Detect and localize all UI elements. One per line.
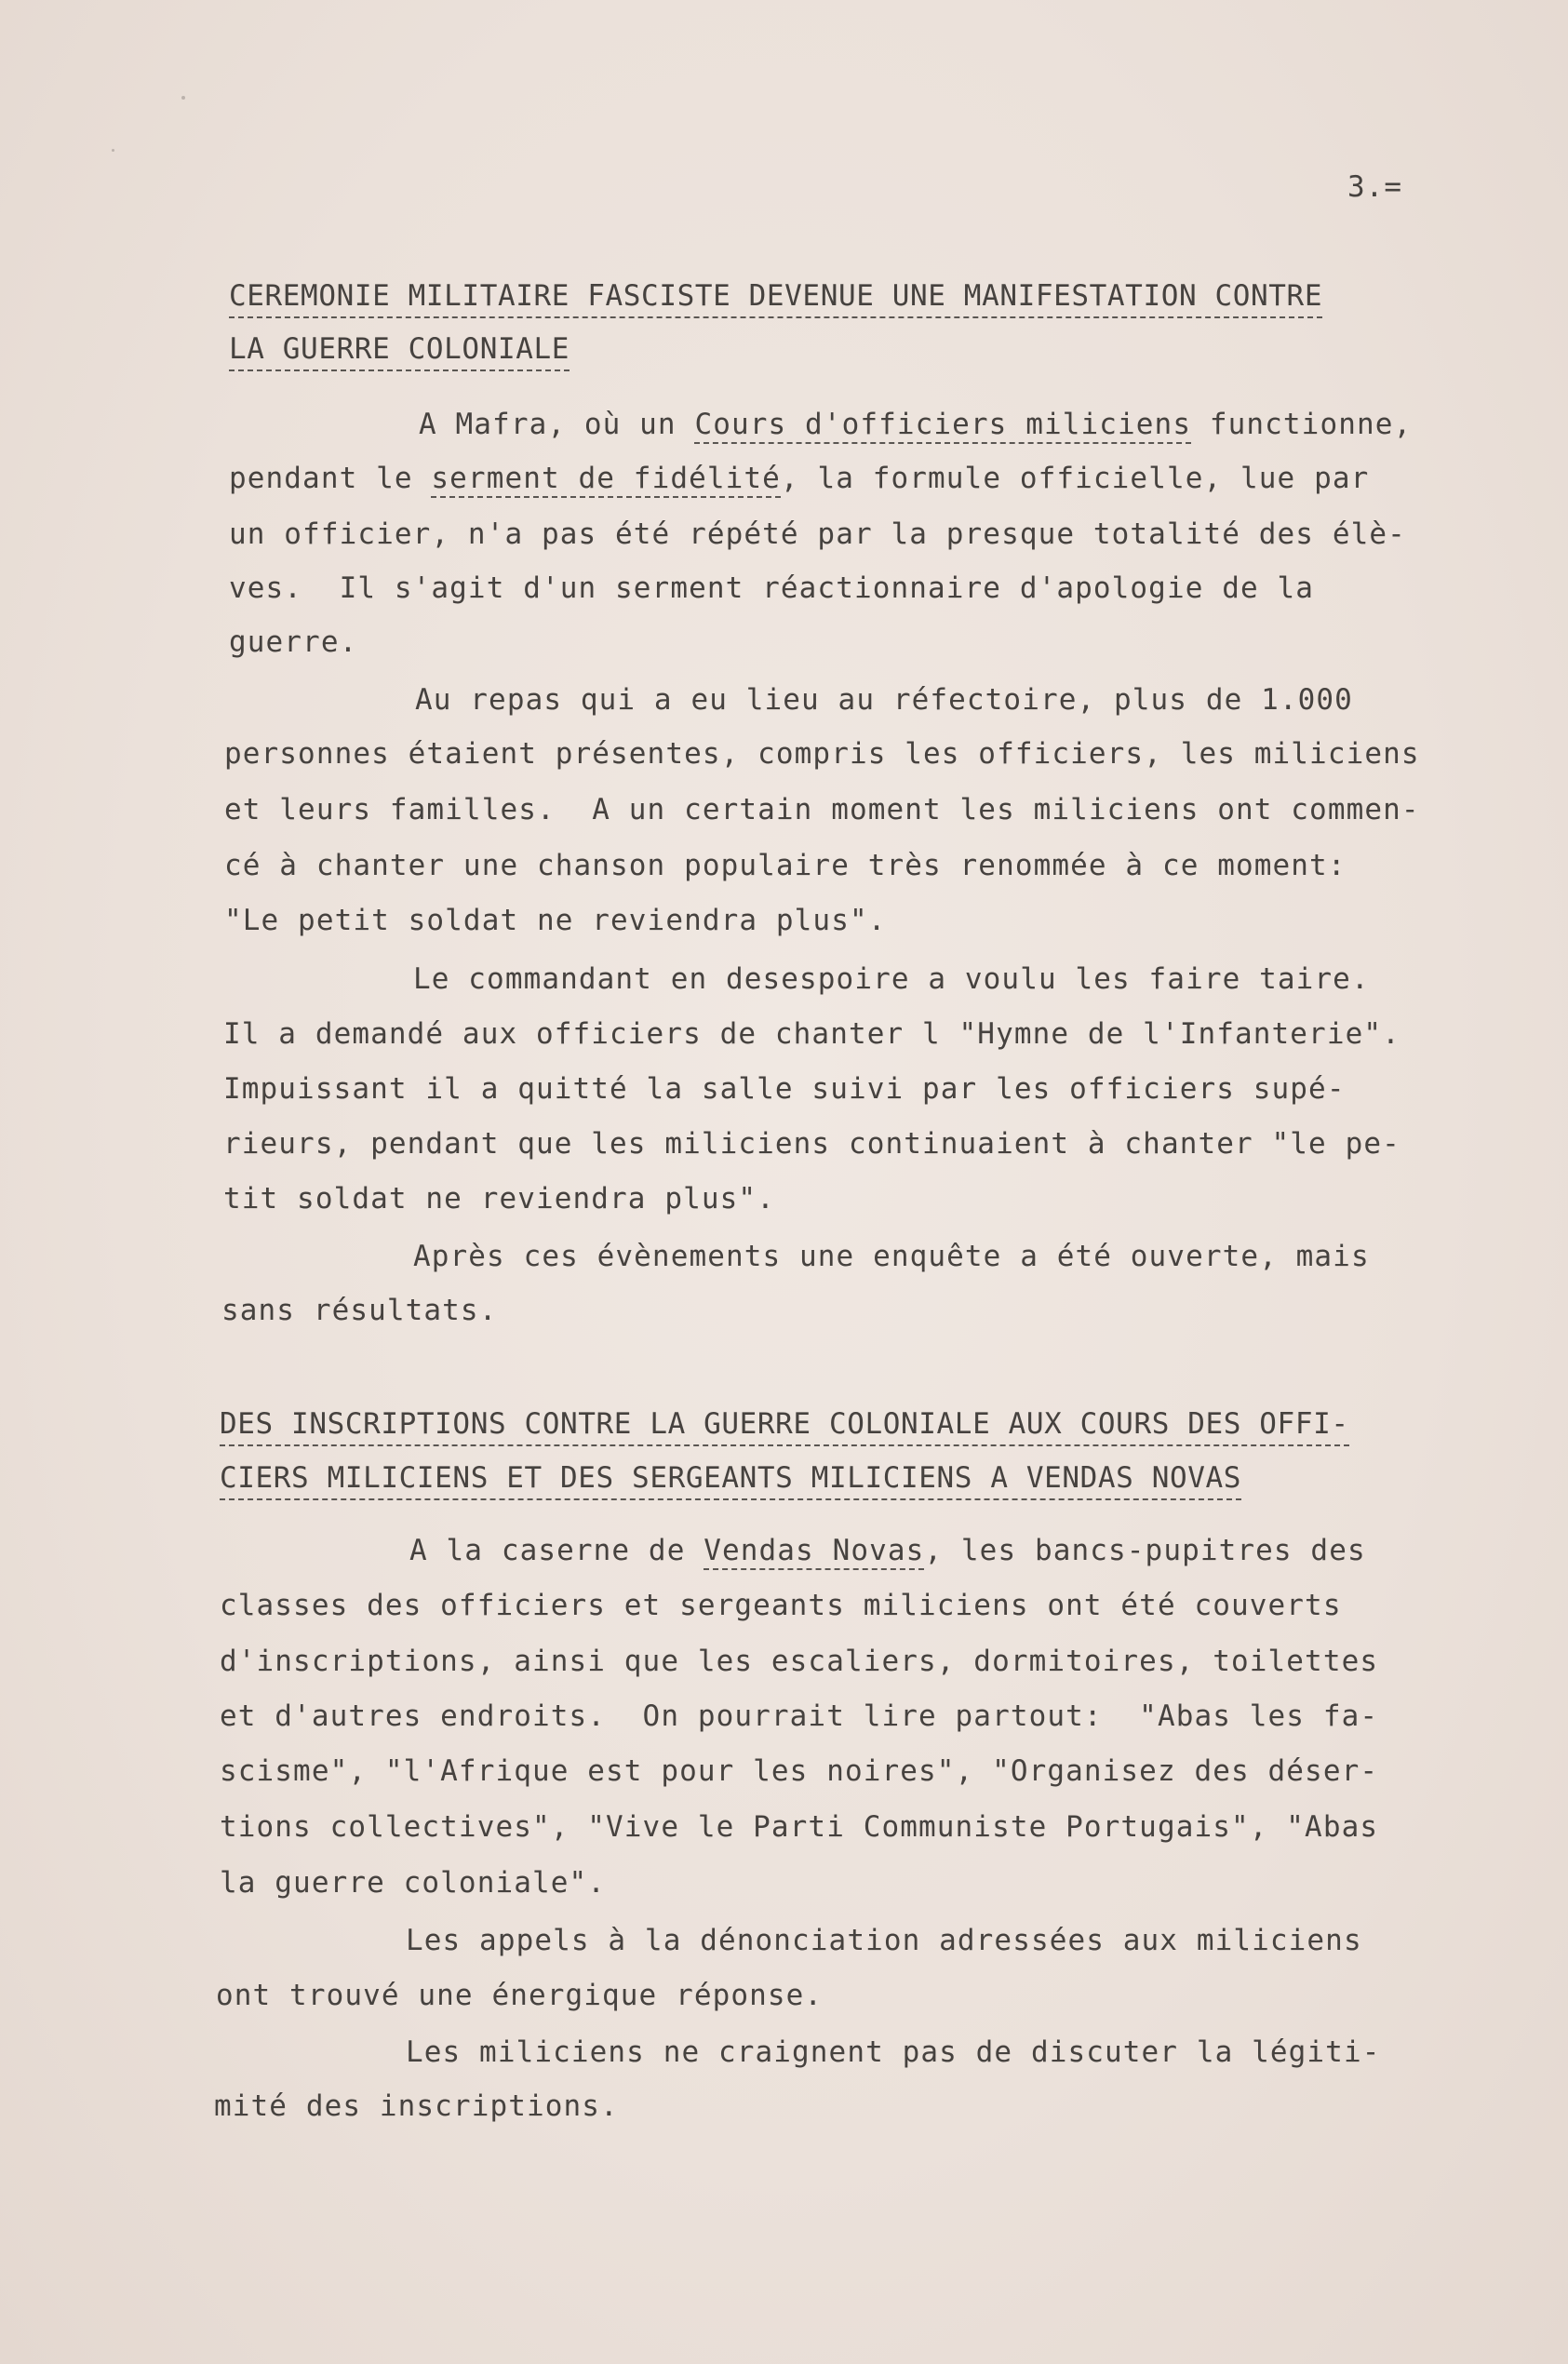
paragraph-line: scisme", "l'Afrique est pour les noires", "Organisez des déser- xyxy=(220,1754,1379,1788)
paragraph-line: sans résultats. xyxy=(221,1294,498,1327)
paragraph-line: personnes étaient présentes, compris les officiers, les miliciens xyxy=(224,737,1420,771)
paragraph-line: la guerre coloniale". xyxy=(220,1866,607,1900)
text-run: functionne, xyxy=(1191,408,1413,441)
section-heading-line-1: CEREMONIE MILITAIRE FASCISTE DEVENUE UNE MANIFESTATION CONTRE xyxy=(229,277,1322,318)
section-heading-line-1: DES INSCRIPTIONS CONTRE LA GUERRE COLONIALE AUX COURS DES OFFI- xyxy=(220,1405,1349,1446)
paragraph-line xyxy=(419,406,1412,443)
paragraph-line: un officier, n'a pas été répété par la presque totalité des élè- xyxy=(229,517,1406,551)
paper-speck xyxy=(181,96,185,100)
paragraph-line: ves. Il s'agit d'un serment réactionnaire d'apologie de la xyxy=(229,571,1315,605)
section-heading-line-2: LA GUERRE COLONIALE xyxy=(229,330,570,371)
paragraph-line: et d'autres endroits. On pourrait lire partout: "Abas les fa- xyxy=(220,1699,1379,1733)
paragraph-line: mité des inscriptions. xyxy=(214,2089,619,2123)
text-run: A la caserne de xyxy=(409,1534,704,1567)
paragraph-line: Les miliciens ne craignent pas de discuter la légiti- xyxy=(406,2035,1381,2069)
text-run: , les bancs-pupitres des xyxy=(924,1534,1366,1567)
paragraph-line: Au repas qui a eu lieu au réfectoire, plus de 1.000 xyxy=(415,683,1353,717)
underlined-term: Cours d'officiers miliciens xyxy=(694,408,1191,444)
paragraph-line: "Le petit soldat ne reviendra plus". xyxy=(224,904,887,937)
page-number: 3.= xyxy=(1347,170,1402,204)
underlined-term: serment de fidélité xyxy=(431,462,781,498)
paragraph-line: Après ces évènements une enquête a été ouverte, mais xyxy=(413,1240,1370,1273)
paragraph-line: Les appels à la dénonciation adressées aux miliciens xyxy=(406,1924,1362,1957)
paragraph-line: guerre. xyxy=(229,625,358,659)
paragraph-line: cé à chanter une chanson populaire très renommée à ce moment: xyxy=(224,849,1347,882)
text-run: pendant le xyxy=(229,462,432,495)
paragraph-line: tit soldat ne reviendra plus". xyxy=(223,1182,775,1216)
paragraph-line: d'inscriptions, ainsi que les escaliers, dormitoires, toilettes xyxy=(220,1645,1379,1678)
paragraph-line xyxy=(409,1532,1366,1569)
paragraph-line xyxy=(229,460,1369,497)
paragraph-line: Le commandant en desespoire a voulu les faire taire. xyxy=(413,962,1370,996)
paragraph-line: ont trouvé une énergique réponse. xyxy=(216,1979,824,2012)
paragraph-line: Il a demandé aux officiers de chanter l "Hymne de l'Infanterie". xyxy=(223,1017,1400,1051)
paragraph-line: et leurs familles. A un certain moment les miliciens ont commen- xyxy=(224,793,1420,826)
paragraph-line: rieurs, pendant que les miliciens continuaient à chanter "le pe- xyxy=(223,1127,1400,1161)
text-run: , la formule officielle, lue par xyxy=(780,462,1370,495)
paper-speck xyxy=(112,149,114,152)
paragraph-line: Impuissant il a quitté la salle suivi par les officiers supé- xyxy=(223,1072,1346,1106)
text-run: A Mafra, où un xyxy=(419,408,695,441)
underlined-term: Vendas Novas xyxy=(704,1534,924,1570)
section-heading-line-2: CIERS MILICIENS ET DES SERGEANTS MILICIENS A VENDAS NOVAS xyxy=(220,1459,1241,1500)
paragraph-line: classes des officiers et sergeants miliciens ont été couverts xyxy=(220,1589,1342,1622)
paragraph-line: tions collectives", "Vive le Parti Communiste Portugais", "Abas xyxy=(220,1810,1379,1844)
